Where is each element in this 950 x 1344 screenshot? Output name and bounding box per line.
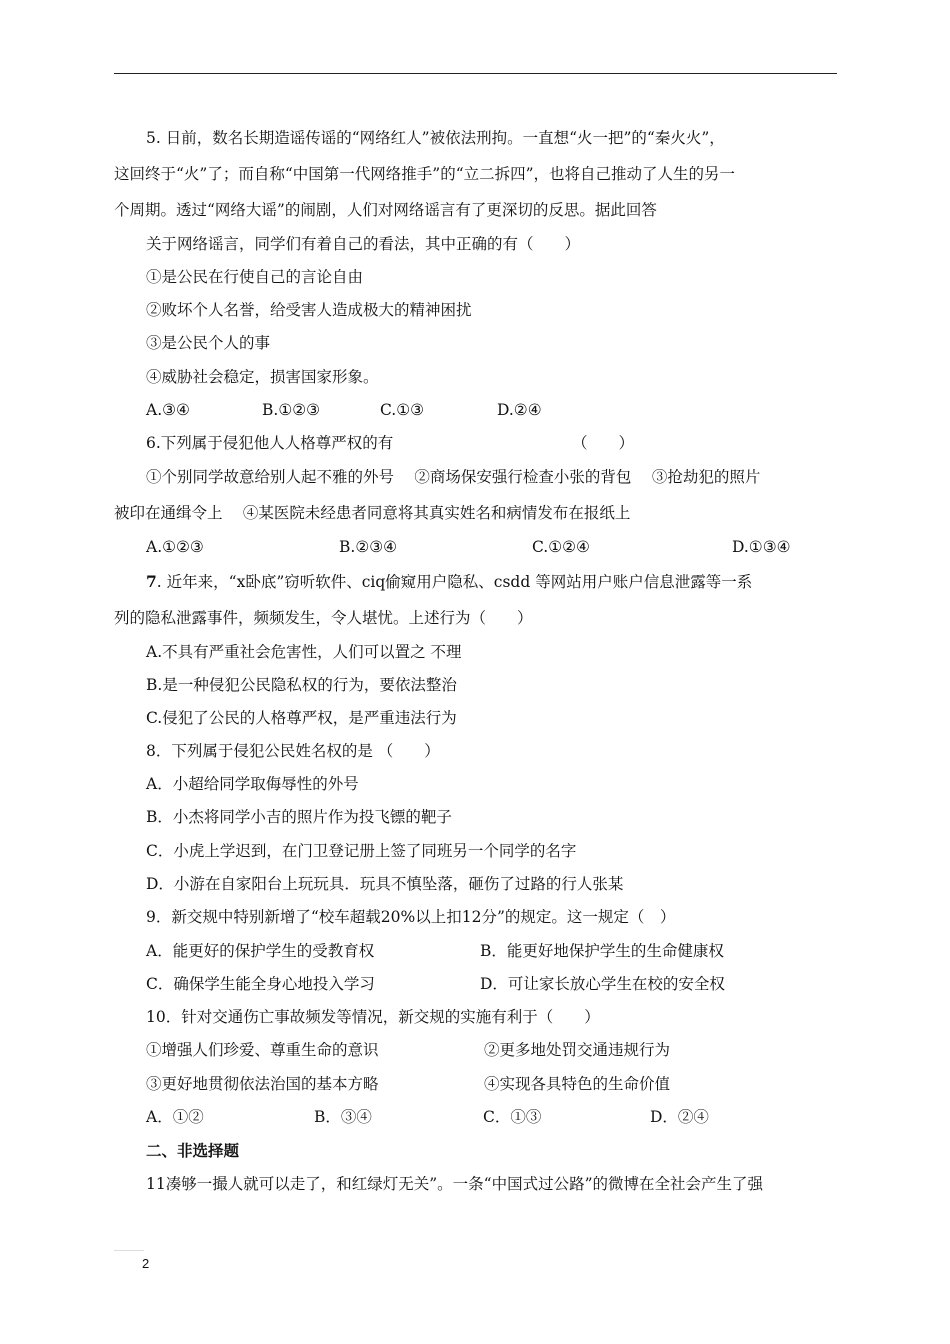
q9-option-d: D．可让家长放心学生在校的安全权 [480, 975, 725, 993]
page-number: 2 [142, 1256, 150, 1271]
q8-option-d: D．小游在自家阳台上玩玩具．玩具不慎坠落，砸伤了过路的行人张某 [146, 875, 624, 893]
q5-option-c: C.①③ [380, 401, 425, 419]
q6-line2: 被印在通缉令上 ④某医院未经患者同意将其真实姓名和病情发布在报纸上 [114, 504, 631, 522]
q10-item-3: ③更好地贯彻依法治国的基本方略 [146, 1075, 379, 1093]
q11-line1: 11凑够一撮人就可以走了，和红绿灯无关”。一条“中国式过公路”的微博在全社会产生了强 [146, 1175, 763, 1193]
q8-option-b: B．小杰将同学小吉的照片作为投飞镖的靶子 [146, 808, 452, 826]
q6-paren: （ ） [572, 434, 635, 452]
q7-option-c: C.侵犯了公民的人格尊严权，是严重违法行为 [146, 709, 457, 727]
q9-option-c: C．确保学生能全身心地投入学习 [146, 975, 375, 993]
header-rule [114, 73, 837, 74]
q10-item-4: ④实现各具特色的生命价值 [484, 1075, 671, 1093]
q5-stem: 关于网络谣言，同学们有着自己的看法，其中正确的有（ ） [146, 235, 581, 253]
q7-option-b: B.是一种侵犯公民隐私权的行为，要依法整治 [146, 676, 457, 694]
q5-option-a: A.③④ [146, 401, 190, 419]
q7-number: 7 [146, 572, 157, 591]
q5-item-1: ①是公民在行使自己的言论自由 [146, 268, 364, 286]
q10-item-1: ①增强人们珍爱、尊重生命的意识 [146, 1041, 379, 1059]
q6-option-b: B.②③④ [339, 538, 398, 556]
q7-line1 [146, 572, 752, 592]
q5-item-3: ③是公民个人的事 [146, 334, 271, 352]
q10-stem: 10．针对交通伤亡事故频发等情况，新交规的实施有利于（ ） [146, 1008, 600, 1026]
q10-option-a: A．①② [146, 1108, 204, 1126]
q5-item-2: ②败坏个人名誉，给受害人造成极大的精神困扰 [146, 301, 472, 319]
q10-option-b: B．③④ [314, 1108, 372, 1126]
q8-stem: 8．下列属于侵犯公民姓名权的是 （ ） [146, 742, 440, 760]
q7-line2: 列的隐私泄露事件，频频发生，令人堪忧。上述行为（ ） [114, 609, 533, 627]
q6-line1: ①个别同学故意给别人起不雅的外号 ②商场保安强行检查小张的背包 ③抢劫犯的照片 [146, 468, 761, 486]
q6-stem: 6.下列属于侵犯他人人格尊严权的有 [146, 434, 394, 452]
q8-option-a: A．小超给同学取侮辱性的外号 [146, 775, 359, 793]
q5-line1: 5. 日前，数名长期造谣传谣的“网络红人”被依法刑拘。一直想“火一把”的“秦火火”， [146, 129, 725, 147]
q6-option-a: A.①②③ [146, 538, 204, 556]
q6-option-c: C.①②④ [532, 538, 590, 556]
q9-option-b: B．能更好地保护学生的生命健康权 [480, 942, 724, 960]
q5-option-d: D.②④ [497, 401, 542, 419]
section-heading: 二、非选择题 [146, 1141, 240, 1160]
q9-option-a: A．能更好的保护学生的受教育权 [146, 942, 375, 960]
q5-item-4: ④威胁社会稳定，损害国家形象。 [146, 368, 379, 386]
q5-line2: 这回终于“火”了；而自称“中国第一代网络推手”的“立二拆四”，也将自己推动了人生的另一 [114, 165, 736, 183]
q10-option-c: C．①③ [483, 1108, 542, 1126]
footer-rule [114, 1250, 144, 1251]
q5-line3: 个周期。透过“网络大谣”的闹剧，人们对网络谣言有了更深切的反思。据此回答 [114, 201, 657, 219]
q7-option-a: A.不具有严重社会危害性，人们可以置之 不理 [146, 643, 462, 661]
q10-item-2: ②更多地处罚交通违规行为 [484, 1041, 671, 1059]
q7-line1-text: . 近年来，“x卧底”窃听软件、ciq偷窥用户隐私、csdd 等网站用户账户信息泄露等一系 [156, 573, 753, 591]
q6-option-d: D.①③④ [732, 538, 791, 556]
q9-stem: 9．新交规中特别新增了“校车超载20%以上扣12分”的规定。这一规定（ ） [146, 908, 676, 926]
q5-option-b: B.①②③ [262, 401, 321, 419]
q10-option-d: D．②④ [650, 1108, 709, 1126]
q8-option-c: C．小虎上学迟到，在门卫登记册上签了同班另一个同学的名字 [146, 842, 577, 860]
